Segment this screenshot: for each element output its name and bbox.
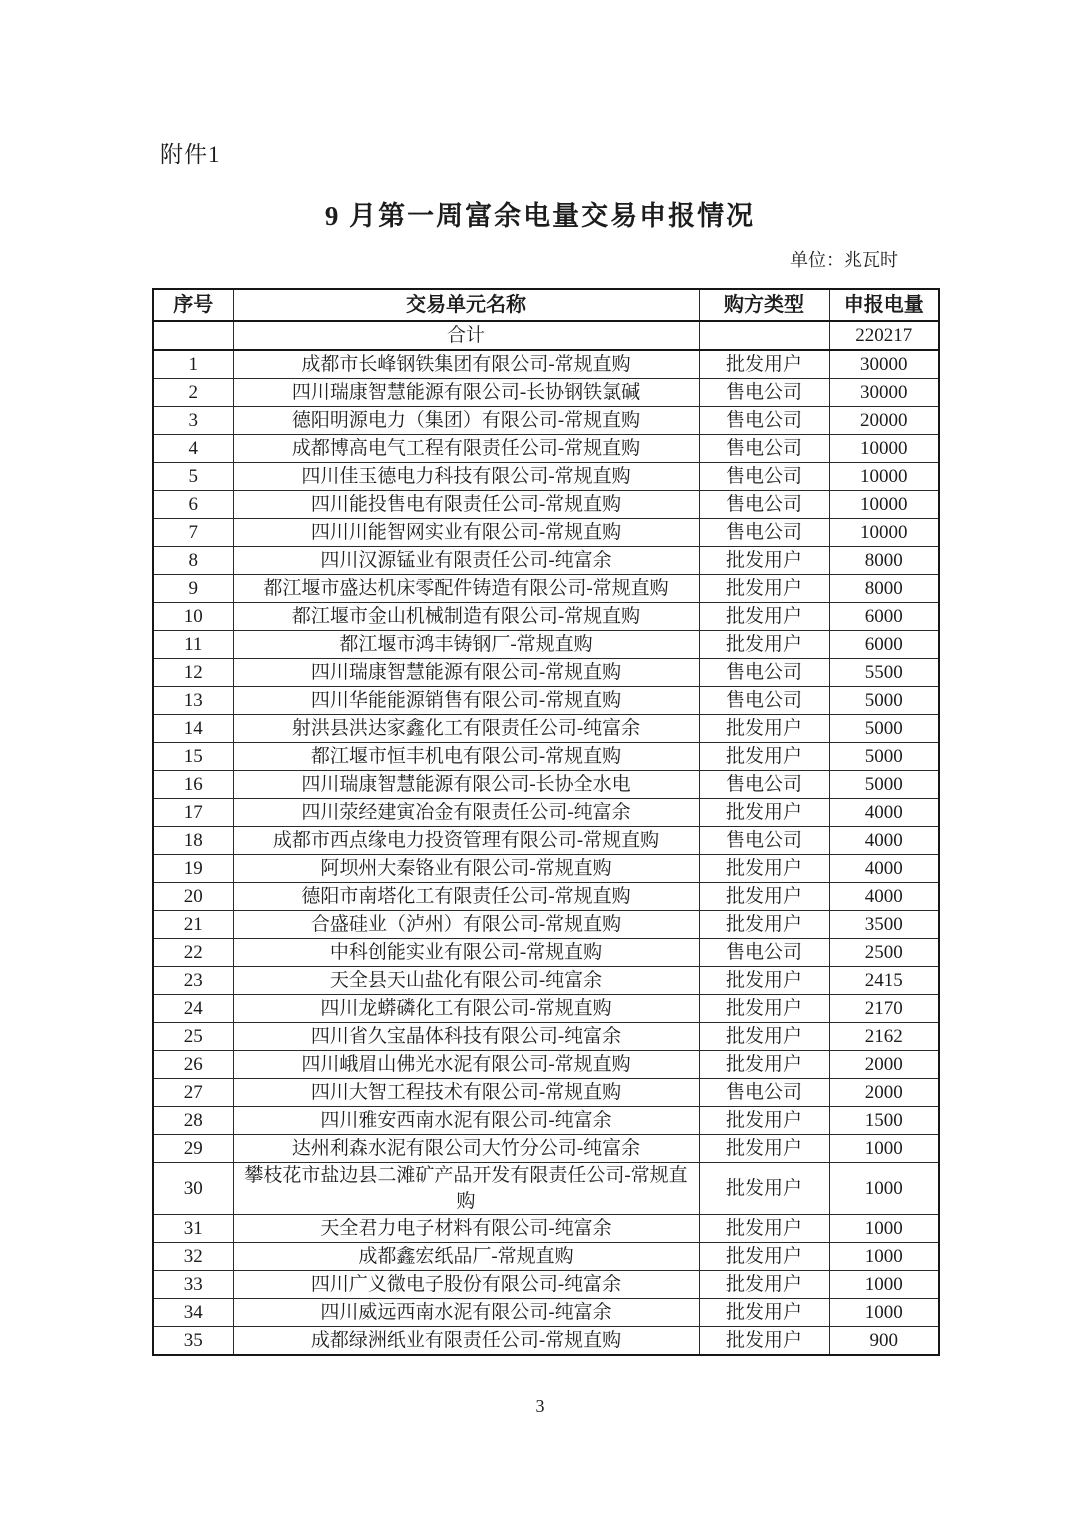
cell-buyer-type: 售电公司 (699, 939, 829, 967)
cell-volume: 10000 (829, 435, 939, 463)
table-row (153, 1243, 939, 1271)
table-row (153, 855, 939, 883)
table-row (153, 603, 939, 631)
cell-no: 17 (153, 799, 233, 827)
table-row (153, 967, 939, 995)
cell-volume: 2000 (829, 1051, 939, 1079)
table-row (153, 883, 939, 911)
cell-buyer-type: 批发用户 (699, 855, 829, 883)
cell-volume: 4000 (829, 827, 939, 855)
cell-name: 四川川能智网实业有限公司-常规直购 (233, 519, 699, 547)
cell-buyer-type: 售电公司 (699, 659, 829, 687)
cell-no: 13 (153, 687, 233, 715)
table-row (153, 1135, 939, 1163)
cell-volume: 6000 (829, 631, 939, 659)
cell-volume: 1000 (829, 1243, 939, 1271)
cell-volume: 8000 (829, 547, 939, 575)
cell-buyer-type: 批发用户 (699, 1163, 829, 1215)
cell-name: 成都博高电气工程有限责任公司-常规直购 (233, 435, 699, 463)
cell-buyer-type: 批发用户 (699, 575, 829, 603)
cell-no: 1 (153, 350, 233, 379)
cell-volume: 20000 (829, 407, 939, 435)
cell-name: 四川瑞康智慧能源有限公司-长协全水电 (233, 771, 699, 799)
table-row (153, 519, 939, 547)
table-row (153, 911, 939, 939)
cell-no (153, 321, 233, 350)
table-row (153, 715, 939, 743)
table-row (153, 1107, 939, 1135)
cell-no: 2 (153, 379, 233, 407)
cell-buyer-type: 批发用户 (699, 1299, 829, 1327)
cell-name: 四川能投售电有限责任公司-常规直购 (233, 491, 699, 519)
cell-name: 达州利森水泥有限公司大竹分公司-纯富余 (233, 1135, 699, 1163)
cell-name: 攀枝花市盐边县二滩矿产品开发有限责任公司-常规直购 (233, 1163, 699, 1215)
column-header-name: 交易单元名称 (233, 289, 699, 321)
cell-volume: 6000 (829, 603, 939, 631)
cell-buyer-type: 售电公司 (699, 463, 829, 491)
cell-no: 31 (153, 1215, 233, 1243)
cell-no: 19 (153, 855, 233, 883)
cell-name: 四川华能能源销售有限公司-常规直购 (233, 687, 699, 715)
cell-volume: 2162 (829, 1023, 939, 1051)
cell-volume: 1500 (829, 1107, 939, 1135)
column-header-volume: 申报电量 (829, 289, 939, 321)
cell-no: 6 (153, 491, 233, 519)
table-row (153, 827, 939, 855)
cell-buyer-type: 批发用户 (699, 1215, 829, 1243)
page-number: 3 (535, 1396, 545, 1416)
cell-buyer-type: 批发用户 (699, 603, 829, 631)
cell-buyer-type: 批发用户 (699, 1135, 829, 1163)
cell-no: 35 (153, 1327, 233, 1356)
cell-name: 成都市长峰钢铁集团有限公司-常规直购 (233, 350, 699, 379)
cell-volume: 4000 (829, 799, 939, 827)
cell-buyer-type: 批发用户 (699, 715, 829, 743)
cell-name: 都江堰市金山机械制造有限公司-常规直购 (233, 603, 699, 631)
cell-buyer-type: 批发用户 (699, 1107, 829, 1135)
cell-name: 合计 (233, 321, 699, 350)
cell-name: 四川广义微电子股份有限公司-纯富余 (233, 1271, 699, 1299)
cell-volume: 30000 (829, 379, 939, 407)
table-row (153, 435, 939, 463)
cell-name: 都江堰市恒丰机电有限公司-常规直购 (233, 743, 699, 771)
cell-name: 阿坝州大秦铬业有限公司-常规直购 (233, 855, 699, 883)
cell-buyer-type: 批发用户 (699, 743, 829, 771)
cell-no: 4 (153, 435, 233, 463)
table-row (153, 547, 939, 575)
cell-volume: 4000 (829, 855, 939, 883)
cell-name: 德阳明源电力（集团）有限公司-常规直购 (233, 407, 699, 435)
cell-no: 18 (153, 827, 233, 855)
cell-name: 四川荥经建寅冶金有限责任公司-纯富余 (233, 799, 699, 827)
cell-buyer-type: 售电公司 (699, 771, 829, 799)
table-row (153, 1327, 939, 1356)
cell-no: 21 (153, 911, 233, 939)
cell-name: 四川省久宝晶体科技有限公司-纯富余 (233, 1023, 699, 1051)
cell-buyer-type: 售电公司 (699, 519, 829, 547)
cell-name: 四川龙蟒磷化工有限公司-常规直购 (233, 995, 699, 1023)
cell-buyer-type: 批发用户 (699, 995, 829, 1023)
table-row (153, 407, 939, 435)
cell-volume: 30000 (829, 350, 939, 379)
cell-buyer-type: 批发用户 (699, 911, 829, 939)
cell-name: 四川汉源锰业有限责任公司-纯富余 (233, 547, 699, 575)
cell-volume: 5000 (829, 771, 939, 799)
column-header-buyer: 购方类型 (699, 289, 829, 321)
cell-no: 5 (153, 463, 233, 491)
cell-no: 22 (153, 939, 233, 967)
cell-no: 34 (153, 1299, 233, 1327)
declaration-table (152, 288, 940, 1356)
cell-name: 四川峨眉山佛光水泥有限公司-常规直购 (233, 1051, 699, 1079)
cell-volume: 1000 (829, 1135, 939, 1163)
cell-no: 24 (153, 995, 233, 1023)
cell-buyer-type: 批发用户 (699, 883, 829, 911)
cell-no: 11 (153, 631, 233, 659)
table-row (153, 379, 939, 407)
cell-name: 德阳市南塔化工有限责任公司-常规直购 (233, 883, 699, 911)
cell-name: 成都鑫宏纸品厂-常规直购 (233, 1243, 699, 1271)
cell-name: 成都绿洲纸业有限责任公司-常规直购 (233, 1327, 699, 1356)
cell-volume: 1000 (829, 1271, 939, 1299)
table-row (153, 995, 939, 1023)
cell-volume: 5500 (829, 659, 939, 687)
table-row (153, 799, 939, 827)
cell-volume: 900 (829, 1327, 939, 1356)
unit-label: 单位：兆瓦时 (790, 250, 898, 270)
cell-no: 32 (153, 1243, 233, 1271)
cell-buyer-type: 售电公司 (699, 435, 829, 463)
cell-no: 26 (153, 1051, 233, 1079)
cell-no: 27 (153, 1079, 233, 1107)
cell-buyer-type (699, 321, 829, 350)
cell-volume: 3500 (829, 911, 939, 939)
column-header-no: 序号 (153, 289, 233, 321)
cell-no: 15 (153, 743, 233, 771)
table-row (153, 1051, 939, 1079)
cell-name: 都江堰市鸿丰铸钢厂-常规直购 (233, 631, 699, 659)
cell-volume: 2170 (829, 995, 939, 1023)
cell-volume: 5000 (829, 743, 939, 771)
cell-volume: 10000 (829, 463, 939, 491)
cell-no: 33 (153, 1271, 233, 1299)
attachment-label: 附件1 (160, 142, 221, 167)
cell-volume: 1000 (829, 1215, 939, 1243)
cell-no: 7 (153, 519, 233, 547)
cell-buyer-type: 批发用户 (699, 547, 829, 575)
table-row (153, 1023, 939, 1051)
table-total-row (153, 321, 939, 350)
cell-name: 天全县天山盐化有限公司-纯富余 (233, 967, 699, 995)
table-row (153, 1271, 939, 1299)
cell-buyer-type: 批发用户 (699, 1243, 829, 1271)
cell-name: 四川大智工程技术有限公司-常规直购 (233, 1079, 699, 1107)
cell-name: 中科创能实业有限公司-常规直购 (233, 939, 699, 967)
cell-volume: 2500 (829, 939, 939, 967)
cell-buyer-type: 批发用户 (699, 1271, 829, 1299)
cell-name: 四川瑞康智慧能源有限公司-常规直购 (233, 659, 699, 687)
table-row (153, 350, 939, 379)
cell-name: 四川佳玉德电力科技有限公司-常规直购 (233, 463, 699, 491)
cell-no: 3 (153, 407, 233, 435)
cell-no: 20 (153, 883, 233, 911)
cell-buyer-type: 批发用户 (699, 1023, 829, 1051)
cell-no: 30 (153, 1163, 233, 1215)
cell-buyer-type: 售电公司 (699, 827, 829, 855)
cell-volume: 2415 (829, 967, 939, 995)
cell-name: 四川威远西南水泥有限公司-纯富余 (233, 1299, 699, 1327)
cell-buyer-type: 售电公司 (699, 407, 829, 435)
cell-no: 28 (153, 1107, 233, 1135)
cell-no: 9 (153, 575, 233, 603)
cell-name: 成都市西点缘电力投资管理有限公司-常规直购 (233, 827, 699, 855)
cell-volume: 1000 (829, 1299, 939, 1327)
page-title: 9 月第一周富余电量交易申报情况 (324, 201, 756, 231)
table-row (153, 1079, 939, 1107)
cell-no: 14 (153, 715, 233, 743)
cell-volume: 10000 (829, 491, 939, 519)
table-row (153, 1215, 939, 1243)
cell-name: 四川雅安西南水泥有限公司-纯富余 (233, 1107, 699, 1135)
cell-buyer-type: 批发用户 (699, 631, 829, 659)
cell-no: 25 (153, 1023, 233, 1051)
cell-buyer-type: 批发用户 (699, 967, 829, 995)
table-row (153, 631, 939, 659)
cell-volume: 2000 (829, 1079, 939, 1107)
cell-volume: 5000 (829, 687, 939, 715)
cell-buyer-type: 批发用户 (699, 1327, 829, 1356)
table-row (153, 659, 939, 687)
table-row (153, 743, 939, 771)
table-row (153, 939, 939, 967)
cell-volume: 10000 (829, 519, 939, 547)
cell-buyer-type: 售电公司 (699, 491, 829, 519)
table-row (153, 1163, 939, 1215)
table-row (153, 1299, 939, 1327)
cell-buyer-type: 售电公司 (699, 687, 829, 715)
table-row (153, 463, 939, 491)
cell-name: 都江堰市盛达机床零配件铸造有限公司-常规直购 (233, 575, 699, 603)
table-row (153, 771, 939, 799)
table-row (153, 491, 939, 519)
table-header-row (153, 289, 939, 321)
cell-no: 29 (153, 1135, 233, 1163)
cell-volume: 220217 (829, 321, 939, 350)
cell-volume: 1000 (829, 1163, 939, 1215)
cell-buyer-type: 批发用户 (699, 799, 829, 827)
table-row (153, 687, 939, 715)
cell-no: 16 (153, 771, 233, 799)
cell-no: 12 (153, 659, 233, 687)
cell-name: 四川瑞康智慧能源有限公司-长协钢铁氯碱 (233, 379, 699, 407)
cell-buyer-type: 售电公司 (699, 379, 829, 407)
cell-buyer-type: 批发用户 (699, 350, 829, 379)
cell-buyer-type: 售电公司 (699, 1079, 829, 1107)
cell-volume: 5000 (829, 715, 939, 743)
cell-no: 23 (153, 967, 233, 995)
cell-volume: 8000 (829, 575, 939, 603)
cell-no: 8 (153, 547, 233, 575)
table-row (153, 575, 939, 603)
cell-buyer-type: 批发用户 (699, 1051, 829, 1079)
cell-volume: 4000 (829, 883, 939, 911)
cell-name: 射洪县洪达家鑫化工有限责任公司-纯富余 (233, 715, 699, 743)
cell-name: 合盛硅业（泸州）有限公司-常规直购 (233, 911, 699, 939)
cell-no: 10 (153, 603, 233, 631)
cell-name: 天全君力电子材料有限公司-纯富余 (233, 1215, 699, 1243)
